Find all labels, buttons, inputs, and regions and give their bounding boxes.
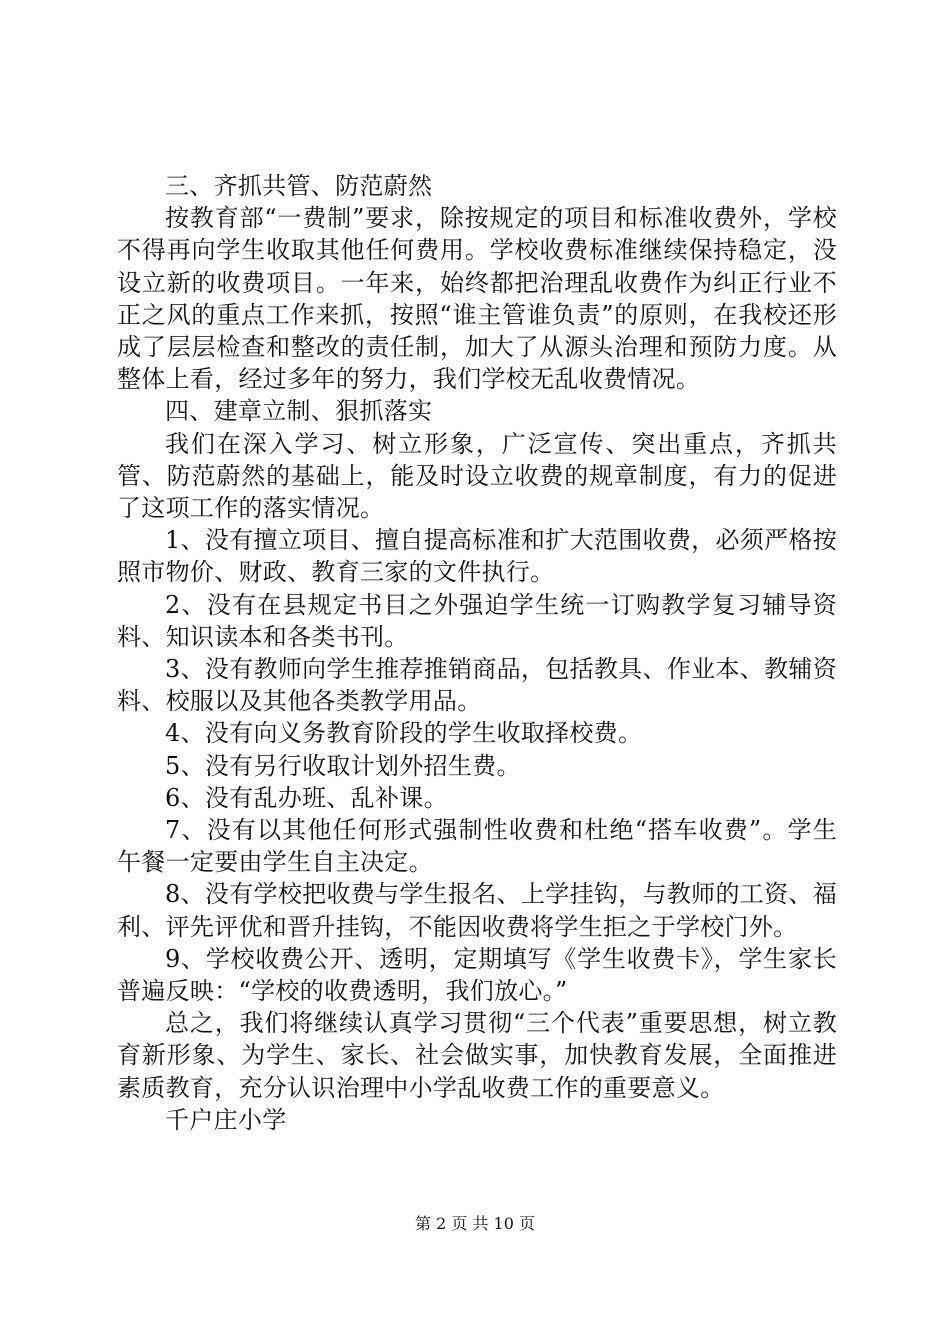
section-paragraph-3: 按教育部“一费制”要求，除按规定的项目和标准收费外，学校不得再向学生收取其他任何费用。学校收费标准继续保持稳定，没设立新的收费项目。一年来，始终都把治理乱收费作为纠正行业不正之风的重点工作来抓，按照“谁主管谁负责”的原则，在我校还形成了层层检查和整改的责任制，加大了从源头治理和预防力度。从整体上看，经过多年的努力，我们学校无乱收费情况。 bbox=[117, 204, 837, 394]
list-item: 3、没有教师向学生推荐推销商品，包括教具、作业本、教辅资料、校服以及其他各类教学用品。 bbox=[117, 655, 837, 716]
list-item: 5、没有另行收取计划外招生费。 bbox=[165, 751, 521, 780]
list-item: 6、没有乱办班、乱补课。 bbox=[165, 783, 448, 812]
list-item: 2、没有在县规定书目之外强迫学生统一订购教学复习辅导资料、知识读本和各类书刊。 bbox=[117, 590, 837, 651]
list-item: 9、学校收费公开、透明，定期填写《学生收费卡》，学生家长普遍反映：“学校的收费透明，我们放心。” bbox=[117, 944, 837, 1006]
signature-school-name: 千户庄小学 bbox=[165, 1105, 287, 1134]
list-item: 8、没有学校把收费与学生报名、上学挂钩，与教师的工资、福利、评先评优和晋升挂钩，不能因收费将学生拒之于学校门外。 bbox=[117, 880, 837, 941]
list-item: 1、没有擅立项目、擅自提高标准和扩大范围收费，必须严格按照市物价、财政、教育三家的文件执行。 bbox=[117, 526, 837, 587]
section-heading-4: 四、建章立制、狠抓落实 bbox=[165, 397, 433, 426]
conclusion-paragraph: 总之，我们将继续认真学习贯彻“三个代表”重要思想，树立教育新形象、为学生、家长、社会做实事，加快教育发展，全面推进素质教育，充分认识治理中小学乱收费工作的重要意义。 bbox=[117, 1009, 837, 1102]
page-number-footer: 第 2 页 共 10 页 bbox=[415, 1214, 535, 1233]
section-heading-3: 三、齐抓共管、防范蔚然 bbox=[165, 172, 433, 200]
section-paragraph-4: 我们在深入学习、树立形象，广泛宣传、突出重点，齐抓共管、防范蔚然的基础上，能及时设立收费的规章制度，有力的促进了这项工作的落实情况。 bbox=[117, 429, 837, 523]
list-item: 7、没有以其他任何形式强制性收费和杜绝“搭车收费”。学生午餐一定要由学生自主决定。 bbox=[117, 816, 837, 877]
document-body bbox=[117, 170, 837, 1136]
list-item: 4、没有向义务教育阶段的学生收取择校费。 bbox=[165, 719, 643, 748]
